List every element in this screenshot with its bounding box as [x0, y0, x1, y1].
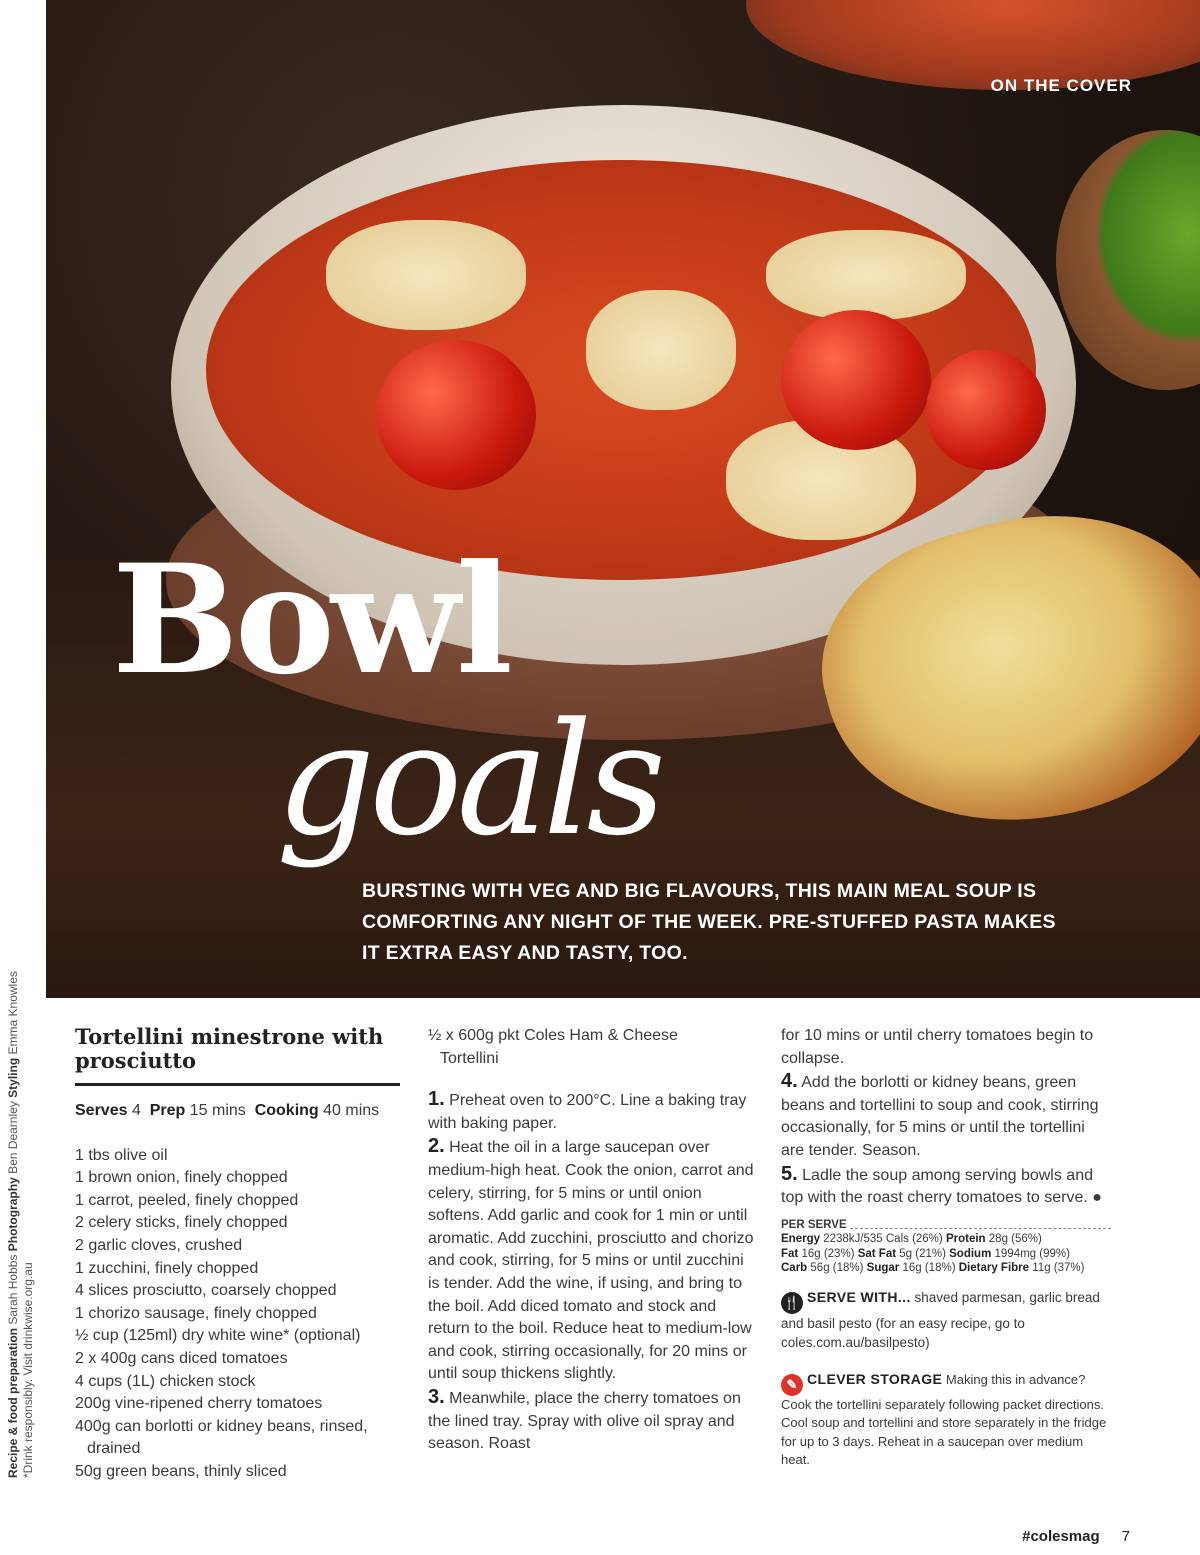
- ingredient: 4 cups (1L) chicken stock: [75, 1372, 256, 1390]
- method-step-5: 5. Ladle the soup among serving bowls and top with the roast cherry tomatoes to serve. ●: [781, 1162, 1102, 1207]
- ingredient: 50g green beans, thinly sliced: [75, 1462, 287, 1480]
- column-1: [75, 1025, 400, 1484]
- ingredient: 2 garlic cloves, crushed: [75, 1236, 243, 1254]
- method-step-3-cont: for 10 mins or until cherry tomatoes begin to collapse.: [781, 1027, 1094, 1067]
- ingredient: 1 brown onion, finely chopped: [75, 1169, 288, 1187]
- ingredient-list: [75, 1145, 400, 1484]
- ingredient: ½ x 600g pkt Coles Ham & Cheese Tortellini: [428, 1027, 678, 1067]
- title-bowl: Bowl: [112, 532, 509, 708]
- method-step-4: 4. Add the borlotti or kidney beans, green beans and tortellini to soup and cook, stirring occasionally, for 5 mins or until the tortellini are tender. Season.: [781, 1070, 1099, 1159]
- cutlery-icon: 🍴: [781, 1292, 803, 1314]
- page-number: 7: [1121, 1528, 1130, 1545]
- ingredient: 200g vine-ripened cherry tomatoes: [75, 1395, 323, 1413]
- soup: [206, 160, 1036, 580]
- pesto-bowl: [1056, 130, 1200, 390]
- leaf-icon: ✎: [781, 1374, 803, 1396]
- ingredient: 400g can borlotti or kidney beans, rinsed, drained: [75, 1417, 368, 1458]
- method-step-1: 1. Preheat oven to 200°C. Line a baking tray with baking paper.: [428, 1088, 747, 1132]
- ingredient: 2 x 400g cans diced tomatoes: [75, 1349, 288, 1367]
- ingredient: ½ cup (125ml) dry white wine* (optional): [75, 1327, 361, 1345]
- column-3: [781, 1025, 1111, 1470]
- ingredient: 4 slices prosciutto, coarsely chopped: [75, 1282, 337, 1300]
- intro-text: BURSTING WITH VEG AND BIG FLAVOURS, THIS MAIN MEAL SOUP IS COMFORTING ANY NIGHT OF THE WEEK. PRE-STUFFED PASTA MAKES IT EXTRA EASY AND TASTY, TOO.: [362, 880, 1056, 964]
- column-2: [428, 1025, 758, 1456]
- ingredient: 1 chorizo sausage, finely chopped: [75, 1304, 317, 1322]
- nutrition-panel: PER SERVE Energy 2238kJ/535 Cals (26%) Protein 28g (56%) Fat 16g (23%) Sat Fat 5g (21%) Sodium 1994mg (99%) Carb 56g (18%) Sugar 16g (18%) Dietary Fibre 11g (37%): [781, 1218, 1111, 1276]
- credits: Recipe & food preparation Sarah Hobbs Photography Ben Dearnley Styling Emma Knowles *Drink responsibly. Visit drinkwise.org.au: [6, 971, 35, 1478]
- ingredient: 1 carrot, peeled, finely chopped: [75, 1191, 299, 1209]
- page-footer: [1022, 1528, 1130, 1545]
- ingredient: 2 celery sticks, finely chopped: [75, 1214, 288, 1232]
- recipe-title: Tortellini minestrone with prosciutto: [75, 1025, 400, 1086]
- hashtag: #colesmag: [1022, 1528, 1100, 1545]
- hero-photo: [46, 0, 1200, 998]
- title-goals: goals: [276, 689, 661, 870]
- ingredient: 1 zucchini, finely chopped: [75, 1259, 259, 1277]
- method-step-3: 3. Meanwhile, place the cherry tomatoes on the lined tray. Spray with olive oil spray and season. Roast: [428, 1385, 741, 1453]
- method-step-2: 2. Heat the oil in a large saucepan over medium-high heat. Cook the onion, carrot and celery, stirring, for 5 mins or until onion softens. Add garlic and cook for 1 min or until aromatic. Add zucchini, prosciutto and chorizo and cook, stirring, for 5 mins or until zucchini is tender. Add the wine, if using, and bring to the boil. Add diced tomato and stock and return to the boil. Reduce heat to medium-low and cook, stirring occasionally, for 20 mins or until soup thickens slightly.: [428, 1135, 754, 1383]
- serve-with: 🍴 SERVE WITH... shaved parmesan, garlic bread and basil pesto (for an easy recipe, go to coles.com.au/basilpesto): [781, 1288, 1100, 1350]
- ingredient: 1 tbs olive oil: [75, 1146, 168, 1164]
- cover-label: ON THE COVER: [990, 76, 1132, 95]
- clever-storage: ✎ CLEVER STORAGE Making this in advance? Cook the tortellini separately following packet directions. Cool soup and tortellini and store separately in the fridge for up to 3 days. Reheat in a saucepan over medium heat.: [781, 1370, 1107, 1468]
- recipe-meta: Serves 4 Prep 15 mins Cooking 40 mins: [75, 1102, 380, 1119]
